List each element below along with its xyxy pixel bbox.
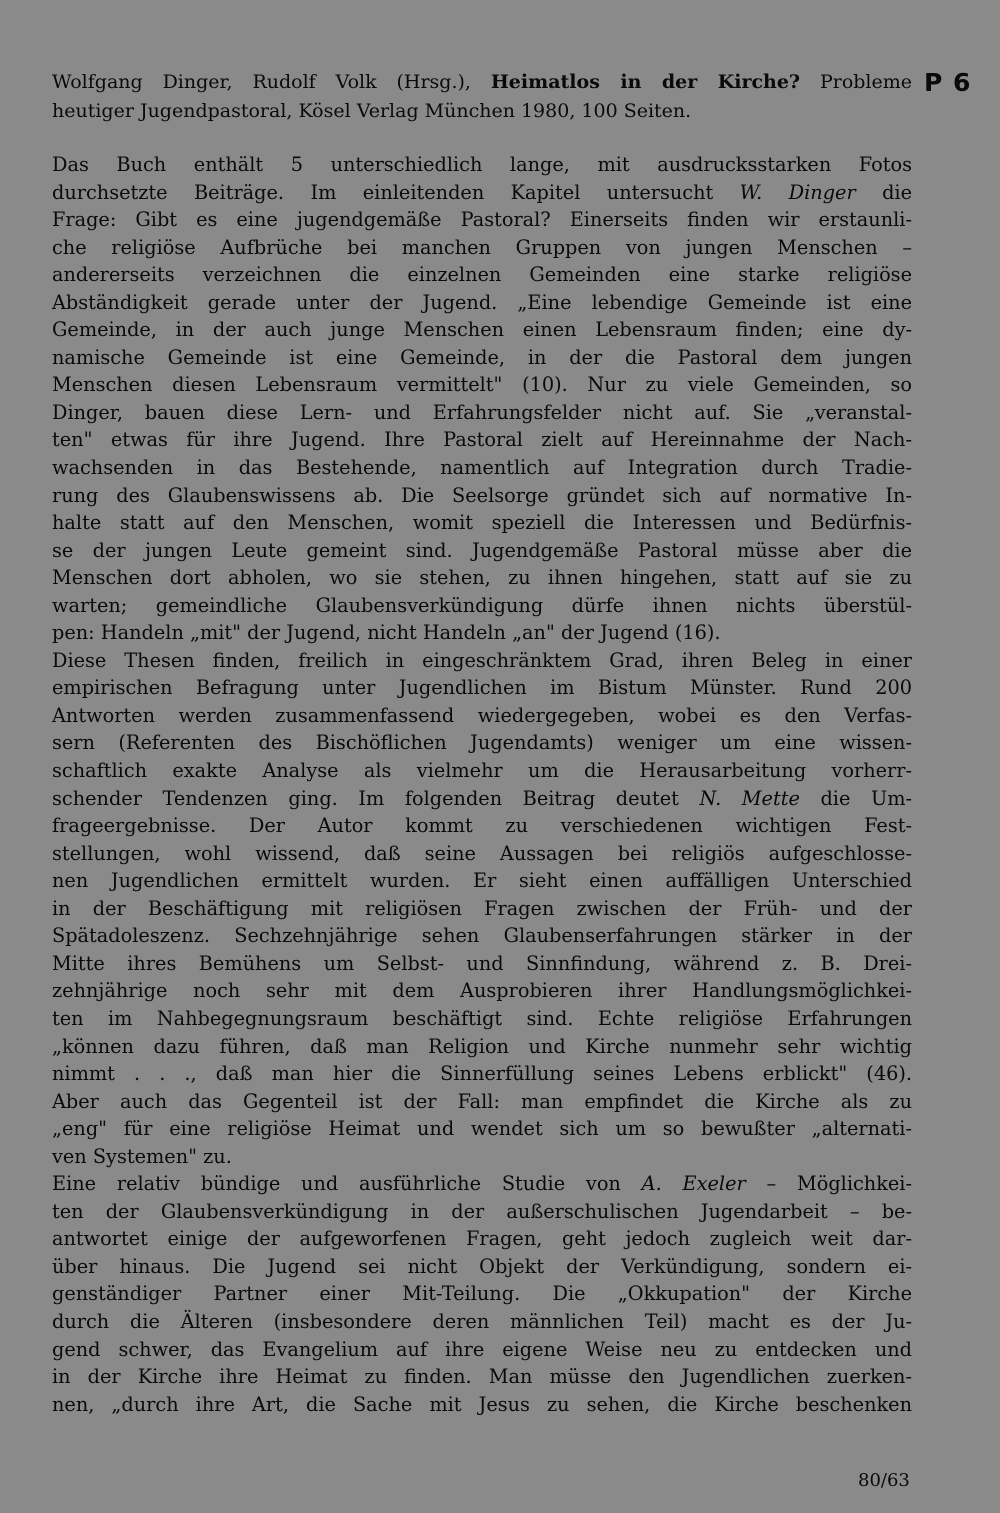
- text-line: in der Beschäftigung mit religiösen Fragen zwischen der Früh- und der: [52, 896, 912, 920]
- text-line: Abständigkeit gerade unter der Jugend. „Eine lebendige Gemeinde ist eine: [52, 290, 912, 314]
- text-line: wachsenden in das Bestehende, namentlich auf Integration durch Tradie-: [52, 456, 912, 480]
- text-line: „eng" für eine religiöse Heimat und wendet sich um so bewußter „alternati-: [52, 1117, 912, 1141]
- text-line: Das Buch enthält 5 unterschiedlich lange, mit ausdrucksstarken Fotos: [52, 153, 912, 176]
- text-line: Menschen dort abholen, wo sie stehen, zu ihnen hingehen, statt auf sie zu: [52, 566, 912, 590]
- citation-line: heutiger Jugendpastoral, Kösel Verlag München 1980, 100 Seiten.: [52, 100, 692, 122]
- text-line: schender Tendenzen ging. Im folgenden Beitrag deutet N. Mette die Um-: [52, 786, 912, 810]
- text-line: genständiger Partner einer Mit-Teilung. Die „Okkupation" der Kirche: [52, 1282, 912, 1306]
- text-line: schaftlich exakte Analyse als vielmehr um die Herausarbeitung vorherr-: [52, 759, 912, 783]
- text-line: gend schwer, das Evangelium auf ihre eigene Weise neu zu entdecken und: [52, 1337, 912, 1361]
- text-line: Gemeinde, in der auch junge Menschen einen Lebensraum finden; eine dy-: [52, 318, 912, 342]
- book-title: Heimatlos in der Kirche?: [490, 71, 801, 93]
- citation-authors: Wolfgang Dinger, Rudolf Volk (Hrsg.),: [52, 71, 491, 93]
- text-line: Dinger, bauen diese Lern- und Erfahrungsfelder nicht auf. Sie „veranstal-: [52, 400, 912, 424]
- text-line: über hinaus. Die Jugend sei nicht Objekt der Verkündigung, sondern ei-: [52, 1254, 912, 1278]
- text-line: se der jungen Leute gemeint sind. Jugendgemäße Pastoral müsse aber die: [52, 538, 912, 562]
- text-line: in der Kirche ihre Heimat zu finden. Man müsse den Jugendlichen zuerken-: [52, 1365, 912, 1389]
- text-line: che religiöse Aufbrüche bei manchen Gruppen von jungen Menschen –: [52, 235, 912, 259]
- text-line: nimmt . . ., daß man hier die Sinnerfüllung seines Lebens erblickt" (46).: [52, 1062, 912, 1086]
- text-line: rung des Glaubenswissens ab. Die Seelsorge gründet sich auf normative In-: [52, 483, 912, 507]
- text-line: Eine relativ bündige und ausführliche Studie von A. Exeler – Möglichkei-: [52, 1172, 912, 1196]
- review-text: [52, 151, 912, 1418]
- text-line: halte statt auf den Menschen, womit speziell die Interessen und Bedürfnis-: [52, 511, 912, 535]
- text-line: zehnjährige noch sehr mit dem Ausprobieren ihrer Handlungsmöglichkei-: [52, 979, 912, 1003]
- text-line: stellungen, wohl wissend, daß seine Aussagen bei religiös aufgeschlosse-: [52, 841, 912, 865]
- text-line: ten" etwas für ihre Jugend. Ihre Pastoral zielt auf Hereinnahme der Nach-: [52, 428, 912, 452]
- text-line: nen, „durch ihre Art, die Sache mit Jesus zu sehen, die Kirche beschenken: [52, 1392, 912, 1416]
- text-line: empirischen Befragung unter Jugendlichen im Bistum Münster. Rund 200: [52, 676, 912, 700]
- text-line: Spätadoleszenz. Sechzehnjährige sehen Glaubenserfahrungen stärker in der: [52, 924, 912, 948]
- text-line: andererseits verzeichnen die einzelnen Gemeinden eine starke religiöse: [52, 263, 912, 287]
- citation-line: [52, 68, 912, 97]
- text-line: namische Gemeinde ist eine Gemeinde, in der die Pastoral dem jungen: [52, 345, 912, 369]
- text-line: „können dazu führen, daß man Religion und Kirche nunmehr sehr wichtig: [52, 1034, 912, 1058]
- text-line: Antworten werden zusammenfassend wiedergegeben, wobei es den Verfas-: [52, 703, 912, 727]
- section-marker: P 6: [924, 68, 972, 97]
- text-line: durchsetzte Beiträge. Im einleitenden Kapitel untersucht W. Dinger die: [52, 180, 912, 204]
- text-line: ten im Nahbegegnungsraum beschäftigt sind. Echte religiöse Erfahrungen: [52, 1006, 912, 1030]
- citation-subtitle-start: Probleme: [800, 71, 913, 93]
- text-line: Diese Thesen finden, freilich in eingeschränktem Grad, ihren Beleg in einer: [52, 648, 912, 672]
- text-line: ten der Glaubensverkündigung in der außerschulischen Jugendarbeit – be-: [52, 1199, 912, 1223]
- text-line: sern (Referenten des Bischöflichen Jugendamts) weniger um eine wissen-: [52, 731, 912, 755]
- text-line: ven Systemen" zu.: [52, 1144, 232, 1168]
- text-line: Mitte ihres Bemühens um Selbst- und Sinnfindung, während z. B. Drei-: [52, 951, 912, 975]
- text-line: Menschen diesen Lebensraum vermittelt" (10). Nur zu viele Gemeinden, so: [52, 373, 912, 397]
- text-line: Frage: Gibt es eine jugendgemäße Pastoral? Einerseits finden wir erstaunli-: [52, 208, 912, 232]
- text-line: durch die Älteren (insbesondere deren männlichen Teil) macht es der Ju-: [52, 1309, 912, 1333]
- text-line: antwortet einige der aufgeworfenen Fragen, geht jedoch zugleich weit dar-: [52, 1227, 912, 1251]
- text-line: frageergebnisse. Der Autor kommt zu verschiedenen wichtigen Fest-: [52, 814, 912, 838]
- book-citation: [52, 68, 912, 126]
- text-line: Aber auch das Gegenteil ist der Fall: man empfindet die Kirche als zu: [52, 1089, 912, 1113]
- page-number: 80/63: [858, 1470, 910, 1491]
- text-line: nen Jugendlichen ermittelt wurden. Er sieht einen auffälligen Unterschied: [52, 869, 912, 893]
- text-line: pen: Handeln „mit" der Jugend, nicht Handeln „an" der Jugend (16).: [52, 621, 721, 645]
- text-line: warten; gemeindliche Glaubensverkündigung dürfe ihnen nichts überstül-: [52, 593, 912, 617]
